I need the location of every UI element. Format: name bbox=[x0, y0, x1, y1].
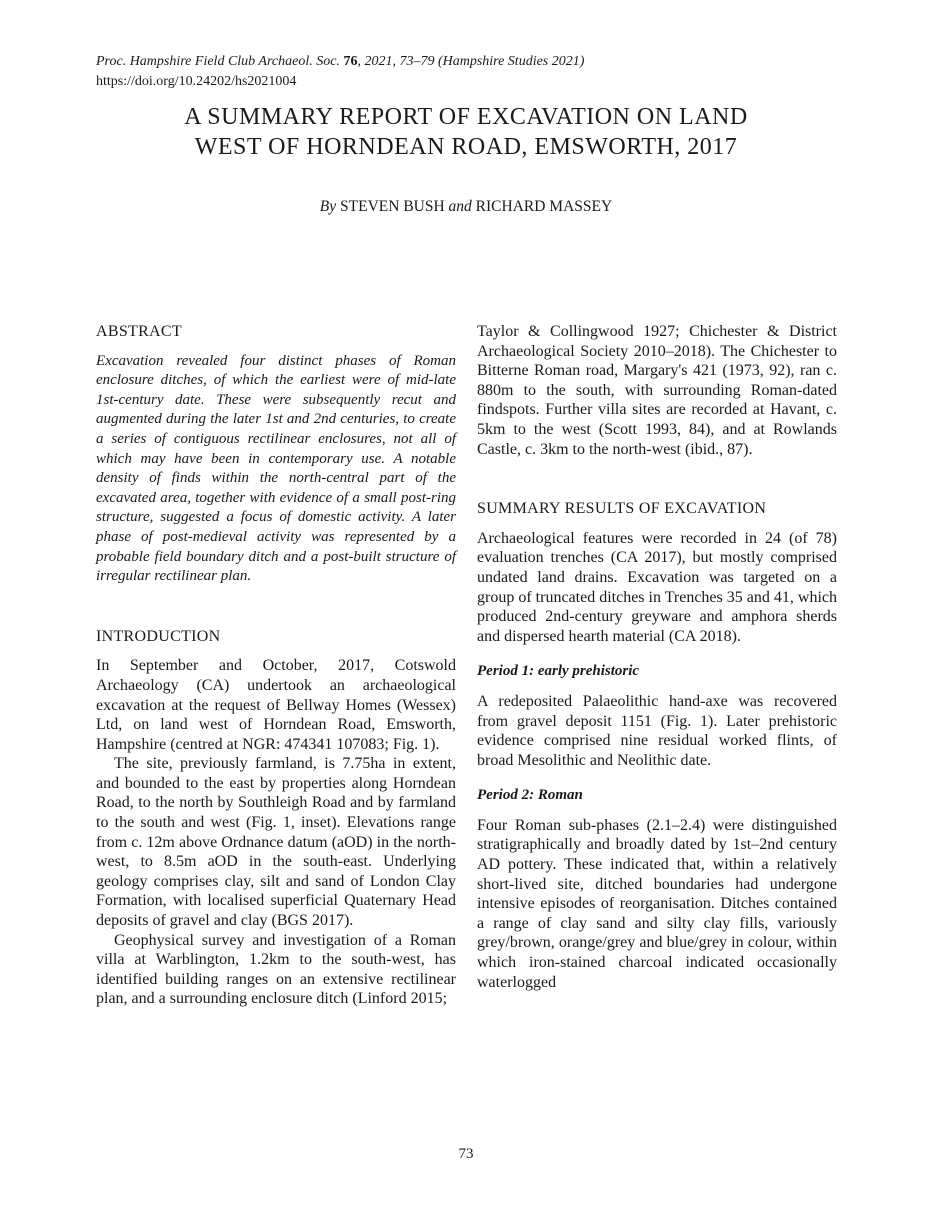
doi-link[interactable]: https://doi.org/10.24202/hs2021004 bbox=[96, 74, 297, 89]
volume-number: 76 bbox=[343, 54, 358, 69]
period-2-text: Four Roman sub-phases (2.1–2.4) were distinguished stratigraphically and broadly dated by 1st–2nd century AD pottery. These indicated that, within a relatively short-lived site, ditched boundaries had undergone intensive episodes of reorganisation. Ditches contained a range of clay sand and silty clay fills, variously grey/brown, orange/grey and blue/grey in colour, within which iron-stained charcoal indicated occasionally waterlogged bbox=[477, 816, 837, 991]
abstract-heading: ABSTRACT bbox=[96, 323, 182, 340]
introduction-paragraph: The site, previously farmland, is 7.75ha in extent, and bounded to the east by properties along Horndean Road, to the north by Southleigh Road and by farmland to the south and west (Fig. 1, inset). Elevations range from c. 12m above Ordnance datum (aOD) in the north-west, to 8.5m aOD in the south-east. Underlying geology comprises clay, silt and sand of London Clay Formation, with localised superficial Quaternary Head deposits of gravel and clay (BGS 2017). bbox=[96, 755, 456, 930]
abstract-text: Excavation revealed four distinct phases of Roman enclosure ditches, of which the earliest were of mid-late 1st-century date. These were subsequently recut and augmented during the later 1st and 2nd centuries, to create a series of contiguous rectilinear enclosures, not all of which may have been in contemporary use. A notable density of finds within the north-central part of the excavated area, together with evidence of a small post-ring structure, suggested a focus of domestic activity. A later phase of post-medieval activity was represented by a probable field boundary ditch and a post-built structure of irregular rectilinear plan. bbox=[96, 352, 456, 585]
title-line-2: WEST OF HORNDEAN ROAD, EMSWORTH, 2017 bbox=[194, 134, 738, 160]
introduction-paragraph: In September and October, 2017, Cotswold Archaeology (CA) undertook an archaeological excavation at the request of Bellway Homes (Wessex) Ltd, on land west of Horndean Road, Emsworth, Hampshire (centred at NGR: 474341 107083; Fig. 1). bbox=[96, 657, 456, 753]
period-2-heading: Period 2: Roman bbox=[477, 787, 583, 804]
citation-prefix: Proc. Hampshire Field Club Archaeol. Soc. bbox=[96, 54, 340, 69]
article-title bbox=[96, 102, 836, 162]
right-column bbox=[477, 322, 837, 992]
author-name: STEVEN BUSH bbox=[340, 198, 445, 215]
journal-citation bbox=[96, 52, 856, 72]
author-line bbox=[96, 196, 836, 218]
running-header bbox=[96, 52, 856, 92]
period-1-heading: Period 1: early prehistoric bbox=[477, 663, 640, 680]
period-1-text: A redeposited Palaeolithic hand-axe was recovered from gravel deposit 1151 (Fig. 1). Later prehistoric evidence comprised nine residual worked flints, of broad Mesolithic and Neolithic date. bbox=[477, 692, 837, 769]
by-label: By bbox=[319, 198, 337, 215]
summary-paragraph: Archaeological features were recorded in 24 (of 78) evaluation trenches (CA 2017), but mostly comprised undated land drains. Excavation was targeted on a group of truncated ditches in Trenches 35 and 41, which produced 2nd-century greyware and amphora sherds and dispersed hearth material (CA 2018). bbox=[477, 529, 837, 645]
and-label: and bbox=[448, 198, 472, 215]
title-line-1: A SUMMARY REPORT OF EXCAVATION ON LAND bbox=[184, 104, 748, 130]
introduction-heading: INTRODUCTION bbox=[96, 627, 221, 645]
page-number: 73 bbox=[458, 1146, 474, 1162]
summary-heading: SUMMARY RESULTS OF EXCAVATION bbox=[477, 500, 767, 518]
introduction-paragraph: Geophysical survey and investigation of a Roman villa at Warblington, 1.2km to the south-west, has identified building ranges on an extensive rectilinear plan, and a surrounding enclosure ditch (Linford 2015; bbox=[96, 931, 456, 1008]
author-name: RICHARD MASSEY bbox=[475, 198, 613, 215]
citation-suffix: , 2021, 73–79 (Hampshire Studies 2021) bbox=[357, 54, 585, 69]
introduction-paragraph-continued: Taylor & Collingwood 1927; Chichester & District Archaeological Society 2010–2018). The Chichester to Bitterne Roman road, Margary's 421 (1973, 92), ran c. 880m to the south, with surrounding Roman-dated findspots. Further villa sites are recorded at Havant, c. 5km to the west (Scott 1993, 84), and at Rowlands Castle, c. 3km to the north-west (ibid., 87). bbox=[477, 323, 837, 458]
left-column bbox=[96, 322, 456, 1009]
